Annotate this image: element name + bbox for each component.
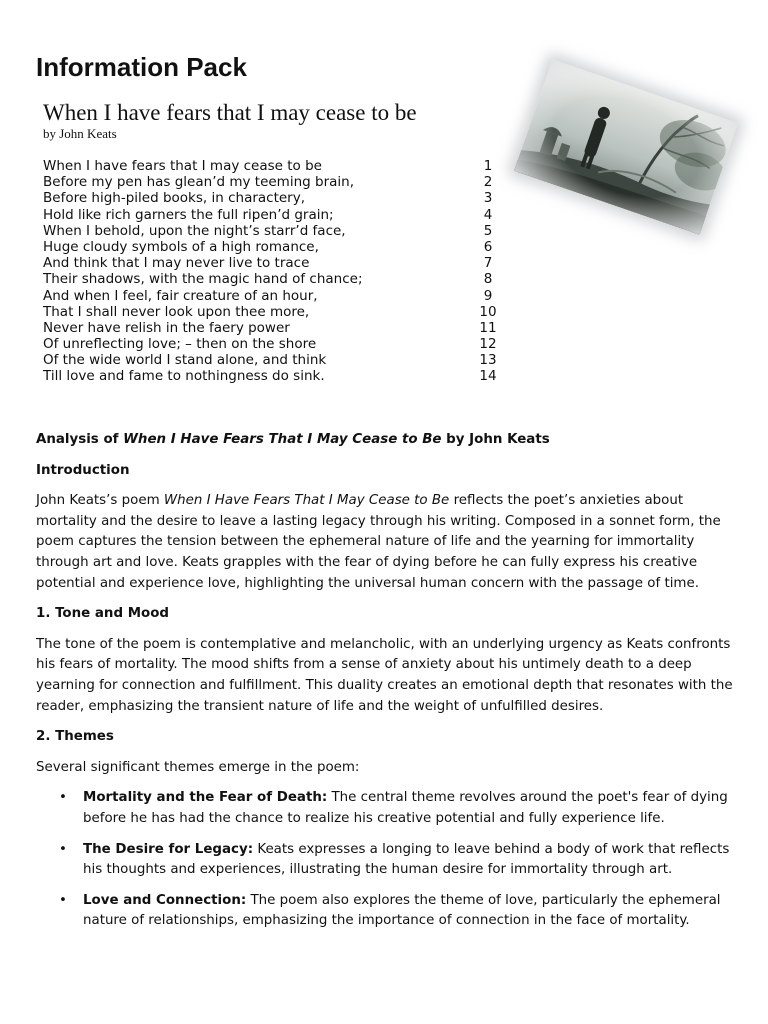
theme-label: The Desire for Legacy: [83, 841, 254, 857]
theme-text: Keats expresses a longing to leave behind a body of work that reflects his thoughts and experiences, illustrating the human desire for immortality through art. [83, 841, 730, 878]
line-number: 9 [483, 287, 493, 304]
analysis-section [36, 430, 736, 942]
tone-heading: 1. Tone and Mood [36, 606, 170, 622]
poem-line [43, 368, 503, 384]
line-number: 2 [483, 174, 493, 191]
poem-line-text: Their shadows, with the magic hand of chance; [43, 271, 363, 288]
line-number: 6 [483, 238, 493, 255]
poem-line [43, 271, 503, 287]
theme-label: Mortality and the Fear of Death: [83, 790, 328, 806]
themes-intro: Several significant themes emerge in the poem: [36, 759, 360, 775]
line-number: 7 [483, 255, 493, 272]
theme-label: Love and Connection: [83, 892, 247, 908]
line-number: 11 [479, 319, 497, 336]
analysis-heading-suffix: by John Keats [441, 432, 550, 447]
line-number: 4 [483, 206, 493, 223]
line-number: 10 [479, 303, 497, 320]
line-number: 14 [479, 368, 497, 385]
poem-line-text: And when I feel, fair creature of an hour, [43, 287, 318, 304]
introduction-heading: Introduction [36, 462, 130, 478]
poem-line-text: Huge cloudy symbols of a high romance, [43, 238, 319, 255]
poem-line [43, 352, 503, 368]
list-item [59, 840, 736, 881]
analysis-heading-work-title: When I Have Fears That I May Cease to Be [123, 432, 442, 447]
introduction-prefix: John Keats’s poem [36, 493, 164, 509]
poem-line-text: Of the wide world I stand alone, and think [43, 352, 327, 369]
themes-list [36, 788, 736, 932]
bullet-icon: • [59, 790, 67, 806]
line-number: 1 [483, 158, 493, 174]
tone-paragraph: The tone of the poem is contemplative and melancholic, with an underlying urgency as Keats confronts his fears of mortality. The mood shifts from a sense of anxiety about his untimely death to a deep yearning for connection and fulfillment. This duality creates an emotional depth that resonates with the reader, emphasizing the transient nature of life and the weight of unfulfilled desires. [36, 636, 733, 714]
poem-line [43, 320, 503, 336]
poem-line [43, 207, 503, 223]
poem-line-text: Of unreflecting love; – then on the shore [43, 336, 317, 353]
introduction-body: reflects the poet’s anxieties about mortality and the desire to leave a lasting legacy through his writing. Composed in a sonnet form, the poem captures the tension between the ephemeral nature of life and the yearning for immortality through art and love. Keats grapples with the fear of dying before he can fully express his creative potential and experience love, highlighting the universal human concern with the passage of time. [36, 493, 721, 591]
poem-line-text: When I behold, upon the night’s starr’d face, [43, 222, 346, 239]
poem-line [43, 255, 503, 271]
poem-line-text: Till love and fame to nothingness do sink. [43, 368, 325, 385]
poem-line [43, 239, 503, 255]
poem-text [43, 158, 503, 385]
poem-line-text: Never have relish in the faery power [43, 319, 290, 336]
poem-line [43, 174, 503, 190]
poem-illustration [514, 59, 738, 234]
theme-text: The poem also explores the theme of love, particularly the ephemeral nature of relationships, emphasizing the importance of connection in the face of mortality. [83, 892, 721, 929]
poem-line [43, 158, 503, 174]
line-number: 12 [479, 336, 497, 353]
page-title: Information Pack [36, 52, 247, 82]
introduction-work-title: When I Have Fears That I May Cease to Be [163, 493, 450, 509]
poem-line-text: And think that I may never live to trace [43, 255, 310, 272]
poem-line [43, 190, 503, 206]
poem-line-text: Before my pen has glean’d my teeming brain, [43, 174, 354, 191]
poem-line [43, 304, 503, 320]
bullet-icon: • [59, 892, 67, 908]
poem-line [43, 336, 503, 352]
poem-line [43, 223, 503, 239]
poem-line-text: That I shall never look upon thee more, [43, 303, 310, 320]
bullet-icon: • [59, 841, 67, 857]
list-item [59, 891, 736, 932]
line-number: 5 [483, 222, 493, 239]
analysis-heading [36, 430, 736, 451]
poem-line-text: When I have fears that I may cease to be [43, 158, 322, 174]
poem-line-text: Before high-piled books, in charactery, [43, 190, 306, 207]
poem-line-text: Hold like rich garners the full ripen’d grain; [43, 206, 334, 223]
poem-title: When I have fears that I may cease to be [43, 100, 417, 125]
line-number: 8 [483, 271, 493, 288]
illustration-graphic [514, 59, 738, 234]
list-item [59, 788, 736, 829]
introduction-paragraph [36, 491, 736, 594]
theme-text: The central theme revolves around the poet's fear of dying before he has had the chance to realize his creative potential and fully experience life. [83, 790, 728, 826]
themes-heading: 2. Themes [36, 729, 114, 745]
poem-line [43, 288, 503, 304]
line-number: 13 [479, 352, 497, 369]
analysis-heading-prefix: Analysis of [36, 432, 124, 447]
poem-author: by John Keats [43, 126, 117, 141]
line-number: 3 [483, 190, 493, 207]
